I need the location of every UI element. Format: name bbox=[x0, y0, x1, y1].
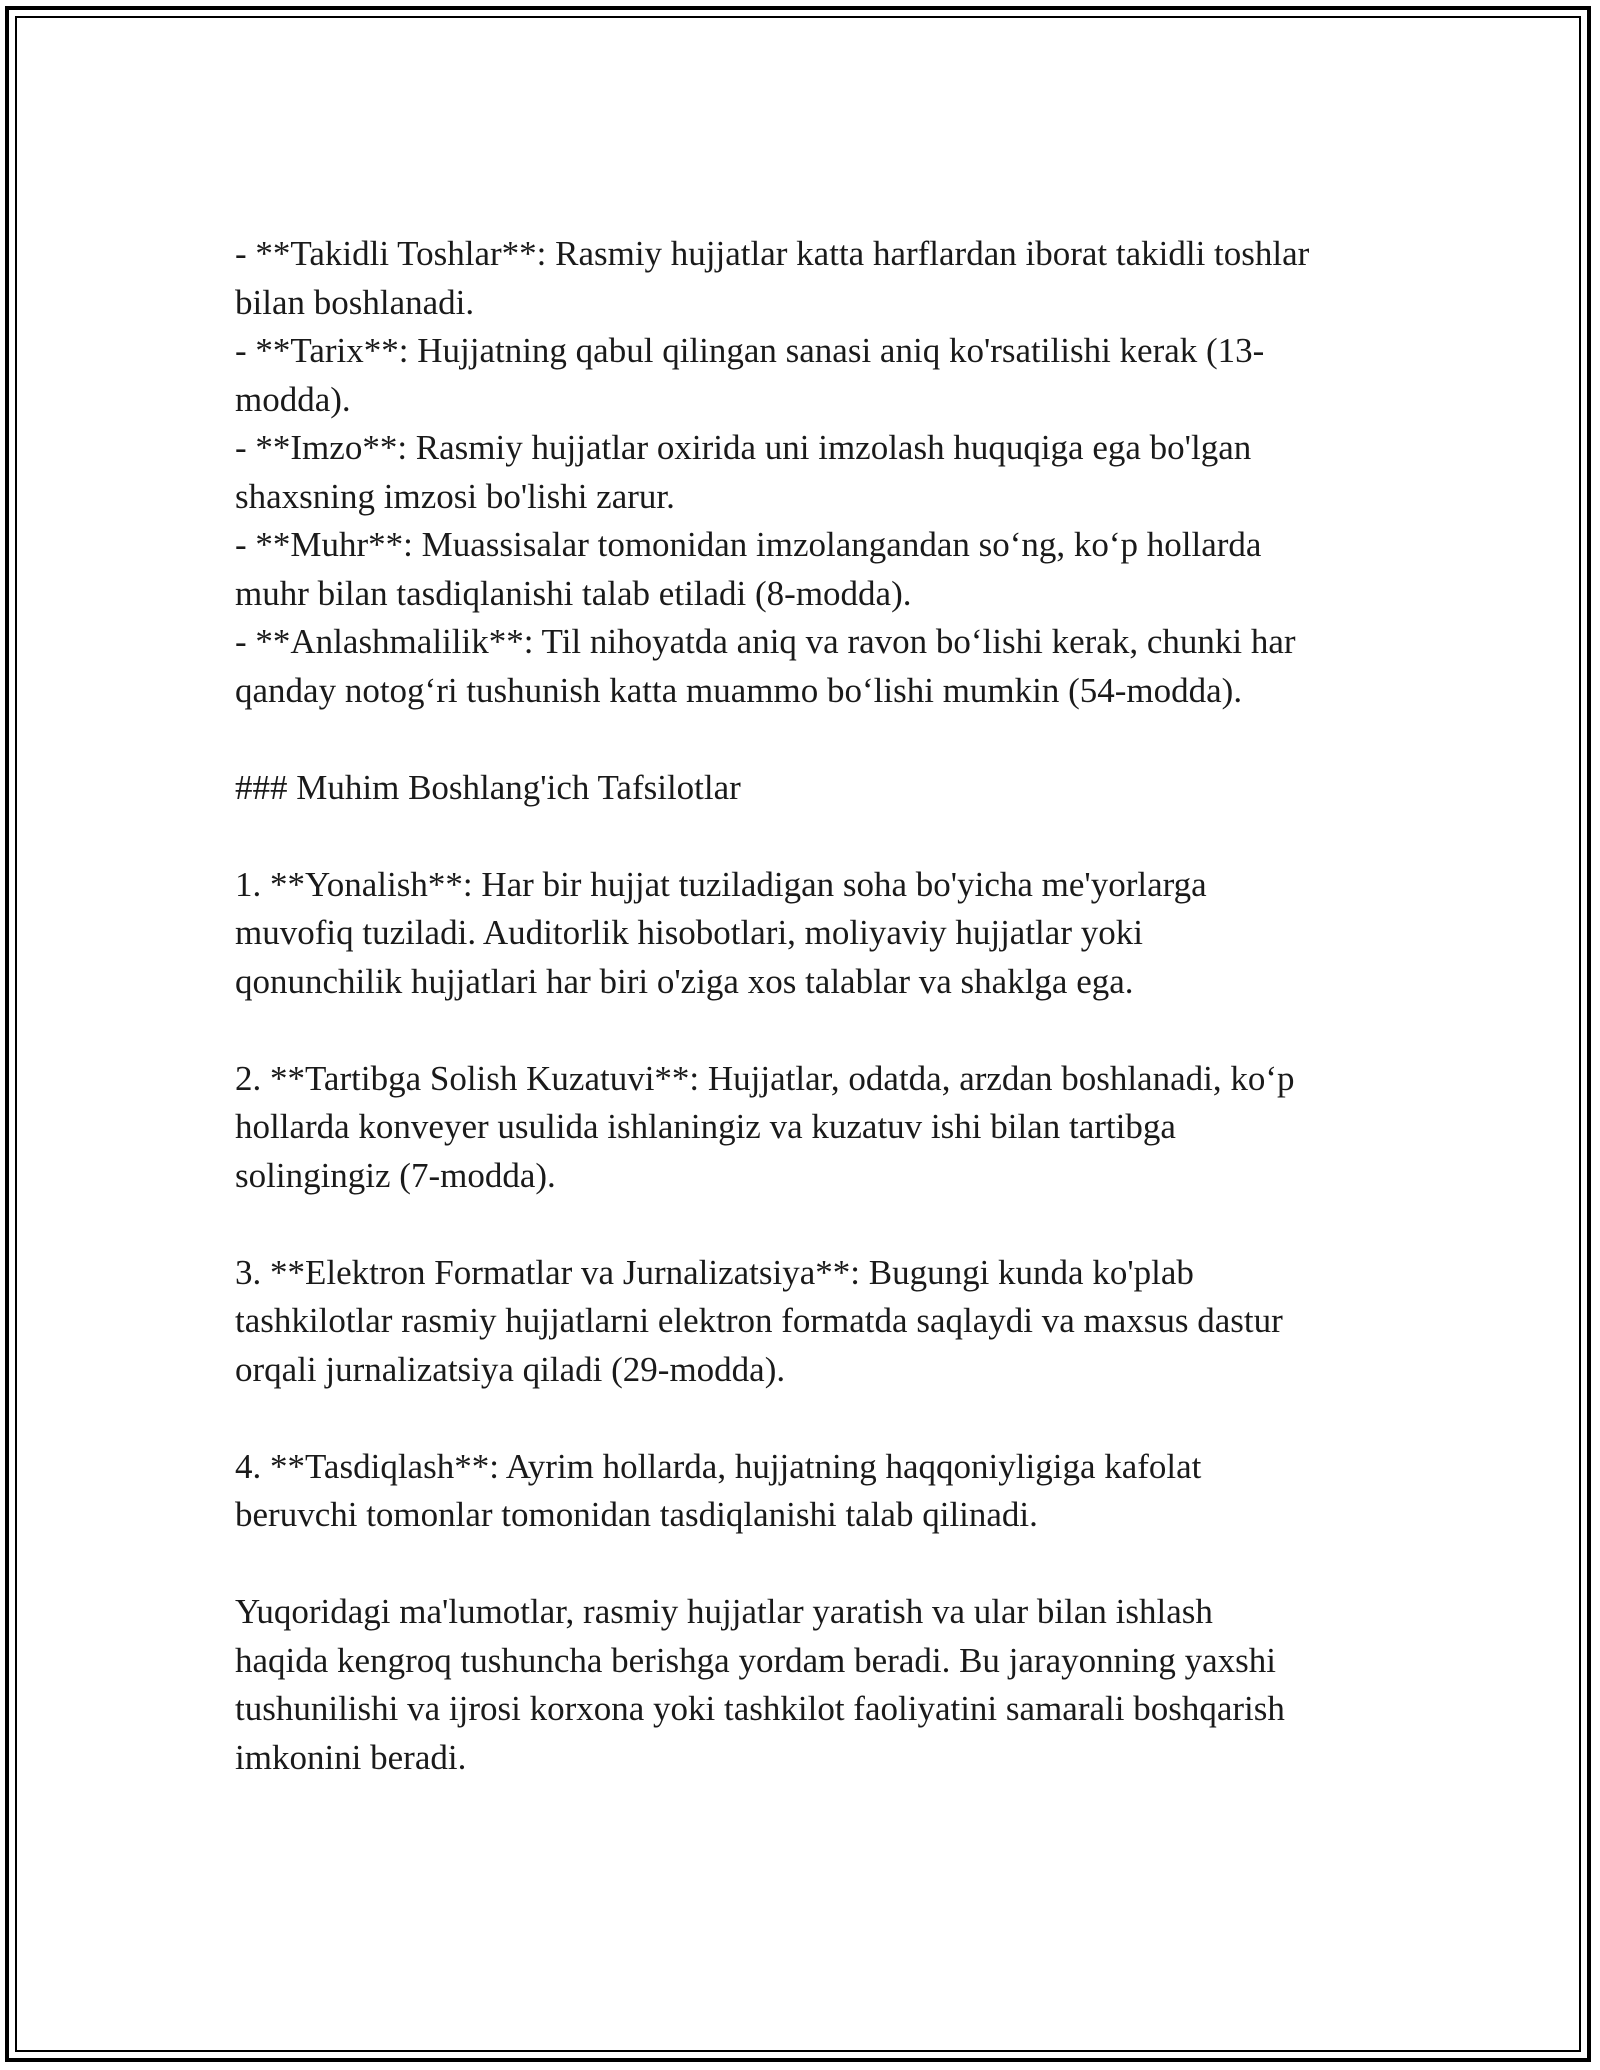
paragraph-spacer bbox=[235, 1540, 1375, 1589]
numbered-list bbox=[235, 861, 1375, 1540]
paragraph-spacer bbox=[235, 1200, 1375, 1249]
paragraph-spacer bbox=[235, 715, 1375, 764]
text-line: Yuqoridagi ma'lumotlar, rasmiy hujjatlar yaratish va ular bilan ishlash bbox=[235, 1592, 1213, 1631]
bullet-item-tarix bbox=[235, 327, 1375, 424]
numbered-item-yonalish bbox=[235, 861, 1375, 1007]
section-heading: ### Muhim Boshlang'ich Tafsilotlar bbox=[235, 767, 741, 807]
numbered-item-tartibga-solish bbox=[235, 1055, 1375, 1201]
bullet-item-anlashmalilik bbox=[235, 618, 1375, 715]
text-line: muvofiq tuziladi. Auditorlik hisobotlari, moliyaviy hujjatlar yoki bbox=[235, 913, 1143, 952]
text-line: 1. **Yonalish**: Har bir hujjat tuziladigan soha bo'yicha me'yorlarga bbox=[235, 864, 1207, 904]
numbered-item-elektron-formatlar bbox=[235, 1249, 1375, 1395]
text-line: - **Tarix**: Hujjatning qabul qilingan sanasi aniq ko'rsatilishi kerak (13- bbox=[235, 331, 1265, 370]
text-line: orqali jurnalizatsiya qiladi (29-modda). bbox=[235, 1349, 786, 1389]
text-line: shaxsning imzosi bo'lishi zarur. bbox=[235, 476, 675, 516]
bullet-list bbox=[235, 230, 1375, 715]
text-line: 3. **Elektron Formatlar va Jurnalizatsiya**: Bugungi kunda ko'plab bbox=[235, 1252, 1194, 1292]
text-line: - **Imzo**: Rasmiy hujjatlar oxirida uni imzolash huquqiga ega bo'lgan bbox=[235, 428, 1252, 467]
conclusion-paragraph bbox=[235, 1588, 1375, 1782]
bullet-item-imzo bbox=[235, 424, 1375, 521]
paragraph-spacer bbox=[235, 812, 1375, 861]
text-line: - **Muhr**: Muassisalar tomonidan imzolangandan so‘ng, ko‘p hollarda bbox=[235, 525, 1262, 564]
text-line: hollarda konveyer usulida ishlaningiz va kuzatuv ishi bilan tartibga bbox=[235, 1107, 1176, 1146]
text-line: bilan boshlanadi. bbox=[235, 282, 475, 322]
text-line: modda). bbox=[235, 379, 351, 419]
text-line: qonunchilik hujjatlari har biri o'ziga xos talablar va shaklga ega. bbox=[235, 961, 1134, 1001]
document-body bbox=[235, 230, 1375, 1782]
text-line: tushunilishi va ijrosi korxona yoki tashkilot faoliyatini samarali boshqarish bbox=[235, 1689, 1285, 1728]
text-line: tashkilotlar rasmiy hujjatlarni elektron formatda saqlaydi va maxsus dastur bbox=[235, 1301, 1283, 1340]
paragraph-spacer bbox=[235, 1006, 1375, 1055]
text-line: 4. **Tasdiqlash**: Ayrim hollarda, hujjatning haqqoniyligiga kafolat bbox=[235, 1446, 1202, 1486]
numbered-item-tasdiqlash bbox=[235, 1443, 1375, 1540]
text-line: 2. **Tartibga Solish Kuzatuvi**: Hujjatlar, odatda, arzdan boshlanadi, ko‘p bbox=[235, 1058, 1295, 1098]
text-line: solingingiz (7-modda). bbox=[235, 1155, 556, 1195]
text-line: - **Takidli Toshlar**: Rasmiy hujjatlar katta harflardan iborat takidli toshlar bbox=[235, 234, 1310, 273]
text-line: haqida kengroq tushuncha berishga yordam beradi. Bu jarayonning yaxshi bbox=[235, 1640, 1276, 1680]
text-line: - **Anlashmalilik**: Til nihoyatda aniq va ravon bo‘lishi kerak, chunki har bbox=[235, 622, 1296, 661]
text-line: beruvchi tomonlar tomonidan tasdiqlanishi talab qilinadi. bbox=[235, 1495, 1038, 1534]
paragraph-spacer bbox=[235, 1394, 1375, 1443]
bullet-item-muhr bbox=[235, 521, 1375, 618]
text-line: imkonini beradi. bbox=[235, 1737, 467, 1777]
bullet-item-takidli-toshlar bbox=[235, 230, 1375, 327]
text-line: muhr bilan tasdiqlanishi talab etiladi (8-modda). bbox=[235, 573, 912, 613]
text-line: qanday notog‘ri tushunish katta muammo bo‘lishi mumkin (54-modda). bbox=[235, 670, 1243, 710]
